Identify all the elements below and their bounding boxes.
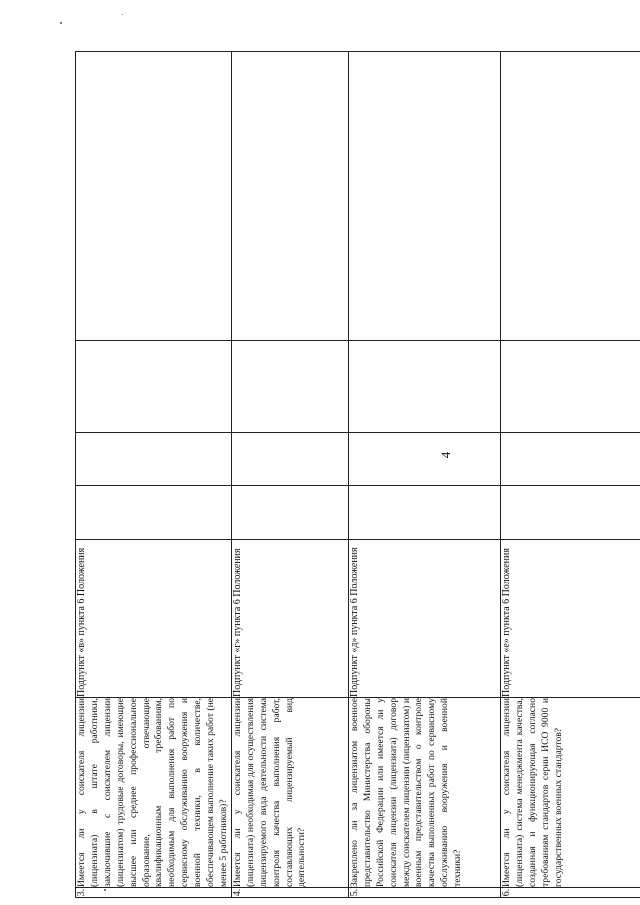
empty-cell <box>76 52 232 341</box>
row-number: 6. <box>500 888 640 898</box>
table-row <box>76 52 232 898</box>
empty-cell <box>76 486 232 540</box>
empty-cell <box>76 433 232 486</box>
empty-cell <box>231 341 348 433</box>
scan-speck <box>122 14 123 15</box>
rotated-table-wrapper <box>75 52 623 898</box>
row-number: 5. <box>348 888 500 898</box>
empty-cell <box>500 341 640 433</box>
empty-cell <box>348 341 500 433</box>
reference-cell: Подпункт «в» пункта 6 Положения <box>76 540 232 698</box>
empty-cell <box>500 52 640 341</box>
reference-cell: Подпункт «д» пункта 6 Положения <box>348 540 500 698</box>
reference-cell: Подпункт «е» пункта 6 Положения <box>500 540 640 698</box>
empty-cell <box>76 341 232 433</box>
page-number: 4 <box>438 451 453 459</box>
empty-cell <box>348 433 500 486</box>
empty-cell <box>348 486 500 540</box>
question-cell: Имеется ли у соискателя лицензии (лицензиата) система менеджмента качества, созданная и функционирующая согласно требованиям стандартов серии ИСО 9000 и государственных военных стандартов? <box>500 698 640 888</box>
empty-cell <box>231 486 348 540</box>
table-row <box>500 52 640 898</box>
table-row <box>348 52 500 898</box>
empty-cell <box>231 52 348 341</box>
table-row <box>231 52 348 898</box>
row-number: 3. <box>76 888 232 898</box>
empty-cell <box>348 52 500 341</box>
question-cell: Имеется ли у соискателя лицензии (лицензиата) в штате работники, заключившие с соискателем лицензии (лицензиатом) трудовые договоры, имеющие высшее или среднее профессиональное образование, отвечающие квалификационным требованиям, необходимым для выполнения работ по сервисному обслуживанию вооружения и военной техники, в количестве, обеспечивающем выполнение таких работ (не менее 5 работников)? <box>76 698 232 888</box>
empty-cell <box>500 486 640 540</box>
empty-cell <box>231 433 348 486</box>
question-cell: Закреплено ли за лицензиатом военное представительство Министерства обороны Российской Федерации или имеется ли у соискателя лицензии (лицензиата) договор между соискателем лицензии (лицензиатом) и военным представительством о контроле качества выполненных работ по сервисному обслуживанию вооружения и военной техники? <box>348 698 500 888</box>
empty-cell <box>500 433 640 486</box>
checklist-table <box>75 51 640 898</box>
scan-speck <box>60 22 62 24</box>
reference-cell: Подпункт «г» пункта 6 Положения <box>231 540 348 698</box>
row-number: 4. <box>231 888 348 898</box>
question-cell: Имеется ли у соискателя лицензии (лицензиата) необходимая для осуществления лицензируемого вида деятельности система контроля качества выполнения работ, составляющих лицензируемый вид деятельности? <box>231 698 348 888</box>
